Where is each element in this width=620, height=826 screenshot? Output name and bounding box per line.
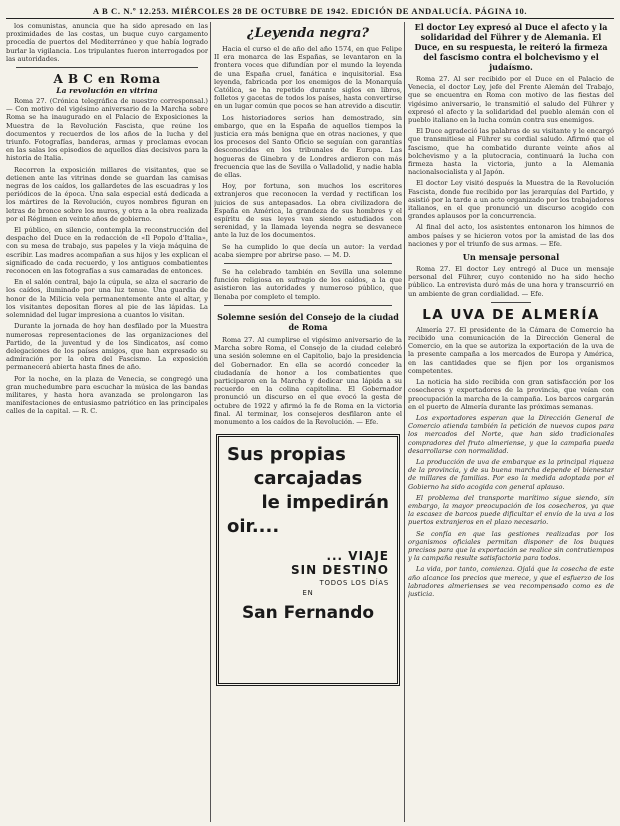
article-heading: El doctor Ley expresó al Duce el afecto y la solidaridad del Führer y de Alemania. El Duce, en su respuesta, le reiteró la firmeza del fascismo contra el bolchevismo y el judaísmo. — [414, 22, 608, 72]
separator — [491, 302, 531, 303]
ad-headline: carcajadas — [253, 468, 363, 490]
article-text: Almería 27. El presidente de la Cámara de Comercio ha recibido una comunicación de la Dirección General de Comercio, en la que se autoriza la exportación de la uva de la presente campaña a los mercados de Europa y América, en las cantidades que se fijen por los organismos competentes. — [408, 325, 614, 375]
masthead: A B C. N.º 12.253. MIÉRCOLES 28 DE OCTUBRE DE 1942. EDICIÓN DE ANDALUCÍA. PÁGINA 10. — [6, 4, 614, 19]
article-heading: A B C en Roma — [53, 72, 161, 87]
column-middle — [214, 22, 402, 822]
ad-venue: San Fernando — [241, 603, 375, 624]
advertisement-box — [216, 434, 400, 686]
article-text: El Duce agradeció las palabras de su visitante y le encargó que transmitiese al Führer su cordial saludo. Afirmó que el fascismo, que ha combatido durante veinte años al bolchevismo y a la plutocracia, continuará la lucha con firmeza hasta la victoria, junto a la Alemania nacionalsocialista y al Japón. — [408, 127, 614, 177]
article-text: En el salón central, bajo la cúpula, se alza el sacrario de los caídos, iluminado por una luz tenue. Una guardia de honor de la Milicia vela permanentemente ante el altar, y los visitantes depositan flores al pie de las lápidas. La solemnidad del lugar impresiona a cuantos lo visitan. — [6, 278, 208, 320]
article-text: Los exportadores esperan que la Dirección General de Comercio atienda también la petición de nuevos cupos para los mercados del Norte, que han sido tradicionales compradores del fruto almeriense, y que la campaña pueda desarrollarse con normalidad. — [408, 413, 614, 455]
article-text: los comunistas, anuncia que ha sido apresado en las proximidades de las costas, un buque cuyo cargamento procedía de puertos del Mediterráneo y que había logrado burlar la vigilancia. Los tripulantes fueron interrogados por las autoridades. — [6, 22, 208, 63]
article-subheading: Un mensaje personal — [462, 252, 560, 263]
article-subheading: La revolución en vitrina — [56, 86, 158, 96]
separator — [224, 263, 392, 264]
ad-headline: Sus propias — [227, 444, 346, 466]
ad-film-title: SIN DESTINO — [290, 563, 389, 578]
ad-schedule: EN — [302, 589, 314, 598]
article-text: La producción de uva de embarque es la principal riqueza de la provincia, y de su buena marcha depende el bienestar de millares de familias. Por eso la medida adoptada por el Gobierno ha sido acogida con general aplauso. — [408, 457, 614, 491]
article-text: Roma 27. Al cumplirse el vigésimo aniversario de la Marcha sobre Roma, el Consejo de la ciudad celebró una sesión solemne en el Capitolio, bajo la presidencia del Gobernador. En ella se acordó conceder la ciudadanía de honor a los combatientes que participaron en la Marcha y dedicar una lápida a su recuerdo en la colina capitolina. El Gobernador pronunció un discurso en el que evocó la gesta de octubre de 1922 y afirmó la fe de Roma en la victoria final. Al terminar, los consejeros desfilaron ante el monumento a los caídos de la Revolución. — Efe. — [214, 335, 402, 426]
article-text: La noticia ha sido recibida con gran satisfacción por los cosecheros y exportadores de la provincia, que veían con preocupación la marcha de la campaña. Los barcos cargarán en el puerto de Almería durante las próximas semanas. — [408, 378, 614, 411]
article-text: La vida, por tanto, comienza. Ojalá que la cosecha de este año alcance los precios que merece, y que el esfuerzo de los labradores almerienses se vea recompensado como es de justicia. — [408, 565, 614, 598]
article-heading: LA UVA DE ALMERÍA — [422, 306, 600, 323]
article-text: El doctor Ley visitó después la Muestra de la Revolución Fascista, donde fue recibido por las jerarquías del Partido, y asistió por la tarde a un acto organizado por los trabajadores italianos, en el que pronunció un discurso acogido con grandes aplausos por la concurrencia. — [408, 179, 614, 221]
article-heading-block — [6, 72, 208, 95]
article-text: Al final del acto, los asistentes entonaron los himnos de ambos países y se hicieron votos por la amistad de las dos naciones y por el triunfo de sus armas. — Efe. — [408, 223, 614, 248]
separator — [16, 67, 198, 68]
article-text: El público, en silencio, contempla la reconstrucción del despacho del Duce en la redacción de «Il Popolo d'Italia», con su mesa de trabajo, sus papeles y la vieja máquina de escribir. Las madres acompañan a sus hijos y les explican el significado de cada recuerdo, y los antiguos combatientes reconocen en las fotografías a sus camaradas de entonces. — [6, 226, 208, 276]
ad-schedule: TODOS LOS DÍAS — [319, 579, 389, 588]
article-text: Por la noche, en la plaza de Venecia, se congregó una gran muchedumbre para escuchar la música de las bandas militares, y hasta hora avanzada se prolongaron las manifestaciones de entusiasmo patriótico en las principales calles de la capital. — R. C. — [6, 374, 208, 416]
article-text: Roma 27. (Crónica telegráfica de nuestro corresponsal.) — Con motivo del vigésimo aniversario de la Marcha sobre Roma se ha inaugurado en el Palacio de Exposiciones la Muestra de la Revolución Fascista, que reúne los documentos y recuerdos de los años de la lucha y del triunfo. Fotografías, banderas, armas y proclamas evocan en las salas los episodios de aquellos días decisivos para la historia de Italia. — [6, 97, 208, 163]
ad-film-title: ... VIAJE — [326, 549, 389, 564]
article-text: Recorren la exposición millares de visitantes, que se detienen ante las vitrinas donde se guardan las camisas negras de los caídos, los gallardetes de las escuadras y los periódicos de la época. Una sala especial está dedicada a los mártires de la Revolución, cuyos nombres figuran en letras de bronce sobre los muros, y otra a la obra realizada por el Régimen en veinte años de gobierno. — [6, 165, 208, 223]
article-text: Se ha celebrado también en Sevilla una solemne función religiosa en sufragio de los caídos, a la que asistieron las autoridades y numeroso público, que llenaba por completo el templo. — [214, 268, 402, 301]
column-right — [408, 22, 614, 822]
columns — [6, 22, 614, 822]
article-text: Hacia el curso el de año del año 1574, en que Felipe II era monarca de las Españas, se levantaron en la frontera voces que difundían por el mundo la leyenda de una España cruel, fanática e inquisitorial. Esa leyenda, fabricada por los enemigos de la Monarquía Católica, se ha repetido durante siglos en libros, folletos y gacetas de todos los países, hasta convertirse en un lugar común que pocos se han atrevido a discutir. — [214, 45, 402, 111]
article-heading: ¿Leyenda negra? — [246, 26, 370, 41]
article-text: Se confía en que las gestiones realizadas por los organismos oficiales permitan disponer de los buques precisos para que la exportación se realice sin contratiempos y la campaña resulte satisfactoria para todos. — [408, 529, 614, 563]
article-text: Roma 27. El doctor Ley entregó al Duce un mensaje personal del Führer, cuyo contenido no ha sido hecho público. La entrevista duró más de una hora y transcurrió en un ambiente de gran cordialidad. — Efe. — [408, 265, 614, 298]
article-text: El problema del transporte marítimo sigue siendo, sin embargo, la mayor preocupación de los cosecheros, ya que la escasez de barcos puede dificultar el envío de la uva a los puertos extranjeros en el plazo necesario. — [408, 493, 614, 527]
separator — [224, 305, 392, 306]
article-text: Los historiadores serios han demostrado, sin embargo, que en la España de aquellos tiempos la justicia era más benigna que en otras naciones, y que los procesos del Santo Oficio se seguían con garantías desconocidas en los tribunales de Europa. Las hogueras de Ginebra y de Londres ardieron con más frecuencia que las de Sevilla o Valladolid, y nadie habla de ellas. — [214, 113, 402, 180]
newspaper-page — [6, 4, 614, 822]
article-text: Hoy, por fortuna, son muchos los escritores extranjeros que reconocen la verdad y rectifican los juicios de sus antepasados. La obra civilizadora de España en América, la grandeza de sus hombres y el espíritu de sus leyes van siendo estudiados con serenidad, y la llamada leyenda negra se desvanece ante la luz de los documentos. — [214, 182, 402, 240]
ad-headline: oir.... — [227, 516, 280, 538]
article-heading: Solemne sesión del Consejo de la ciudad de Roma — [217, 311, 399, 332]
article-text: Roma 27. Al ser recibido por el Duce en el Palacio de Venecia, el doctor Ley, jefe del Frente Alemán del Trabajo, que se encuentra en Roma con motivo de las fiestas del vigésimo aniversario, le transmitió el saludo del Führer y expresó el afecto y la solidaridad del pueblo alemán con el pueblo italiano en la lucha común contra sus enemigos. — [408, 75, 614, 125]
article-text: Durante la jornada de hoy han desfilado por la Muestra numerosas representaciones de las organizaciones del Partido, de la juventud y de los Sindicatos, así como delegaciones de los países amigos, que han expresado su admiración por la obra del Fascismo. La exposición permanecerá abierta hasta fines de año. — [6, 322, 208, 372]
article-text: Se ha cumplido lo que decía un autor: la verdad acaba siempre por abrirse paso. — M. D. — [214, 242, 402, 259]
ad-headline: le impedirán — [261, 492, 389, 514]
column-left — [6, 22, 208, 822]
